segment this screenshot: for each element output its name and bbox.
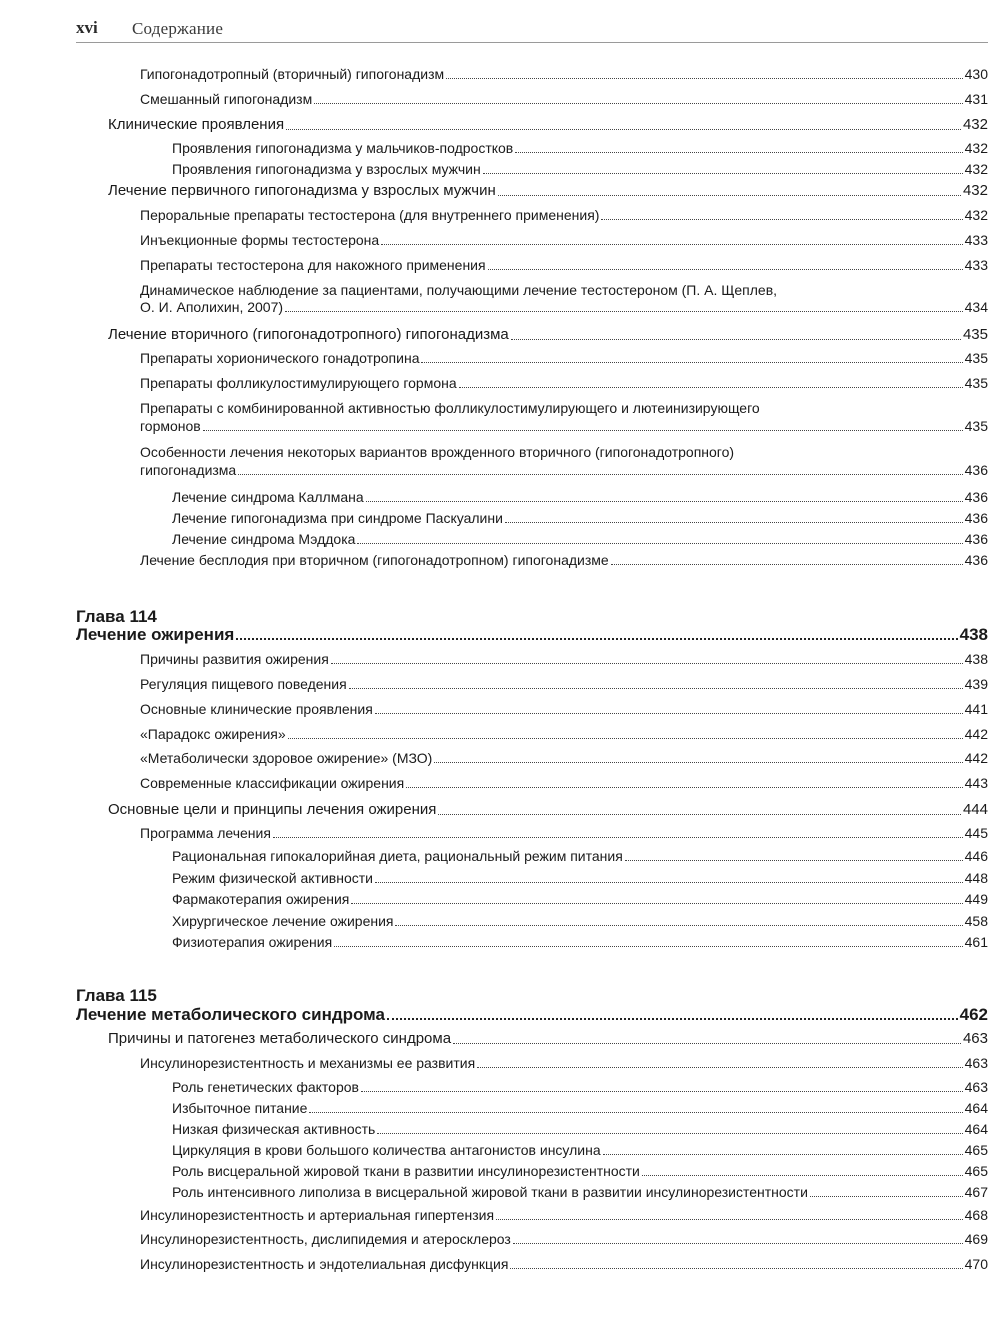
toc-entry-page: 433 — [964, 257, 988, 273]
toc-entry-row — [140, 462, 988, 479]
toc-entry-row — [140, 66, 988, 83]
toc-entry-row — [140, 299, 988, 316]
toc-entry-title: Инъекционные формы тестостерона — [140, 232, 380, 248]
toc-entry[interactable] — [172, 1163, 988, 1180]
toc-entry[interactable] — [172, 934, 988, 951]
dot-leader — [496, 1219, 963, 1220]
toc-entry-title: Роль генетических факторов — [172, 1079, 359, 1095]
toc-entry-title: Лечение первичного гипогонадизма у взрослых мужчин — [108, 182, 496, 199]
toc-entry-page: 436 — [964, 462, 988, 478]
toc-entry-page: 458 — [964, 913, 988, 929]
toc-entry-title: Основные цели и принципы лечения ожирения — [108, 801, 437, 818]
toc-entry-row — [172, 489, 988, 506]
toc-entry-page: 464 — [964, 1121, 988, 1137]
dot-leader — [309, 1112, 962, 1113]
toc-entry-page: 463 — [964, 1055, 988, 1071]
dot-leader — [288, 738, 963, 739]
toc-entry-title: Хирургическое лечение ожирения — [172, 913, 394, 929]
toc-entry-page: 432 — [964, 207, 988, 223]
toc-entry-page: 467 — [964, 1184, 988, 1200]
dot-leader — [810, 1196, 963, 1197]
dot-leader — [438, 814, 961, 815]
chapter-heading[interactable] — [76, 607, 988, 645]
toc-entry[interactable] — [108, 326, 988, 344]
toc-entry-row — [140, 1256, 988, 1273]
toc-entry-title-line: Особенности лечения некоторых вариантов врожденного вторичного (гипогонадотропного) — [140, 444, 735, 460]
toc-entry-title: Проявления гипогонадизма у мальчиков-подростков — [172, 140, 514, 156]
dot-leader — [357, 543, 962, 544]
toc-entry-title: «Парадокс ожирения» — [140, 726, 286, 742]
page-numeral: xvi — [76, 18, 98, 37]
chapter-title-row — [76, 625, 988, 645]
toc-entry[interactable] — [140, 1055, 988, 1072]
toc-entry-title: О. И. Аполихин, 2007) — [140, 299, 284, 315]
toc-entry[interactable] — [108, 182, 988, 200]
chapter-page: 438 — [959, 625, 988, 644]
dot-leader — [286, 129, 961, 130]
toc-entry[interactable] — [172, 489, 988, 506]
toc-entry-page: 436 — [964, 552, 988, 568]
toc-entry-row — [172, 1079, 988, 1096]
toc-entry-title: Избыточное питание — [172, 1100, 308, 1116]
dot-leader — [349, 688, 963, 689]
running-title: Содержание — [132, 19, 224, 38]
toc-entry-row — [108, 801, 988, 819]
toc-entry-row — [140, 825, 988, 842]
toc-entry-row — [140, 375, 988, 392]
toc-entry[interactable] — [140, 750, 988, 767]
toc-entry[interactable] — [108, 116, 988, 134]
toc-entry-page: 432 — [962, 182, 988, 199]
toc-entry-page: 432 — [962, 116, 988, 133]
toc-entry[interactable] — [140, 552, 988, 569]
toc-entry-title: «Метаболически здоровое ожирение» (МЗО) — [140, 750, 433, 766]
toc-entry-title: Роль интенсивного липолиза в висцеральной жировой ткани в развитии инсулинорезистентности — [172, 1184, 808, 1200]
toc-entry[interactable] — [172, 848, 988, 865]
toc-entry-row — [140, 701, 988, 718]
chapter-page: 462 — [959, 1005, 988, 1024]
toc-entry-row — [140, 91, 988, 108]
toc-entry-title: Пероральные препараты тестостерона (для внутреннего применения) — [140, 207, 600, 223]
toc-entry-row — [140, 1055, 988, 1072]
toc-entry-title-line: Динамическое наблюдение за пациентами, получающими лечение тестостероном (П. А. Щеплев, — [140, 282, 778, 298]
dot-leader — [515, 152, 962, 153]
toc-entry[interactable] — [172, 1079, 988, 1096]
toc-entry-title: Инсулинорезистентность и эндотелиальная дисфункция — [140, 1256, 509, 1272]
toc-entry-row — [172, 913, 988, 930]
toc-entry-title: Причины развития ожирения — [140, 651, 329, 667]
toc-entry-page: 469 — [964, 1231, 988, 1247]
dot-leader — [642, 1175, 963, 1176]
toc-entry-title: Клинические проявления — [108, 116, 285, 133]
toc-entry-title: Инсулинорезистентность, дислипидемия и атеросклероз — [140, 1231, 511, 1247]
toc-entry-title: Физиотерапия ожирения — [172, 934, 333, 950]
toc-entry-page: 461 — [964, 934, 988, 950]
toc-entry-title: Лечение вторичного (гипогонадотропного) гипогонадизма — [108, 326, 509, 343]
dot-leader — [477, 1067, 962, 1068]
toc-entry[interactable] — [140, 350, 988, 367]
toc-entry[interactable] — [172, 531, 988, 548]
dot-leader — [459, 387, 963, 388]
dot-leader — [351, 903, 962, 904]
dot-leader — [421, 362, 962, 363]
dot-leader — [334, 946, 962, 947]
dot-leader — [488, 269, 963, 270]
toc-entry-page: 442 — [964, 726, 988, 742]
dot-leader — [406, 787, 962, 788]
dot-leader — [453, 1043, 961, 1044]
dot-leader — [511, 339, 961, 340]
toc-entry-page: 435 — [964, 350, 988, 366]
dot-leader — [603, 1154, 963, 1155]
toc-entry-title: Препараты хорионического гонадотропина — [140, 350, 420, 366]
toc-entry-title: Гипогонадотропный (вторичный) гипогонадизм — [140, 66, 445, 82]
toc-entry-row — [140, 552, 988, 569]
toc-entry[interactable] — [140, 651, 988, 668]
toc-entry-page: 464 — [964, 1100, 988, 1116]
chapter-title: Лечение метаболического синдрома — [76, 1005, 385, 1024]
toc-entry-row — [140, 257, 988, 274]
dot-leader — [387, 1018, 958, 1020]
toc-entry-page: 436 — [964, 531, 988, 547]
toc-entry-row — [108, 1030, 988, 1048]
dot-leader — [625, 860, 963, 861]
toc-entry-title: Регуляция пищевого поведения — [140, 676, 347, 692]
toc-entry-page: 463 — [964, 1079, 988, 1095]
toc-entry[interactable] — [140, 232, 988, 249]
toc-entry-title: Инсулинорезистентность и артериальная гипертензия — [140, 1207, 495, 1223]
toc-entry-page: 463 — [962, 1030, 988, 1047]
dot-leader — [483, 173, 963, 174]
toc-entry-title: гипогонадизма — [140, 462, 237, 478]
toc-entry-row — [140, 1231, 988, 1248]
toc-entry[interactable] — [140, 825, 988, 842]
toc-entry-page: 470 — [964, 1256, 988, 1272]
toc-entry-row — [140, 750, 988, 767]
toc-entry-page: 446 — [964, 848, 988, 864]
toc-entry[interactable] — [172, 1121, 988, 1138]
toc-entry-page: 434 — [964, 299, 988, 315]
toc-entry-title: Фармакотерапия ожирения — [172, 891, 350, 907]
dot-leader — [331, 663, 963, 664]
toc-entry-page: 436 — [964, 489, 988, 505]
toc-entry-title: Режим физической активности — [172, 870, 373, 886]
toc-entry-row — [172, 848, 988, 865]
toc-entry-title: Проявления гипогонадизма у взрослых мужчин — [172, 161, 481, 177]
toc-entry-row — [108, 182, 988, 200]
dot-leader — [366, 501, 963, 502]
toc-entry-page: 439 — [964, 676, 988, 692]
toc-entry[interactable] — [140, 1207, 988, 1224]
toc-entry[interactable] — [172, 140, 988, 157]
dot-leader — [446, 78, 963, 79]
toc-entry[interactable] — [172, 1184, 988, 1201]
dot-leader — [285, 311, 963, 312]
toc-entry-page: 468 — [964, 1207, 988, 1223]
toc-entry[interactable] — [140, 207, 988, 224]
toc-entry-title: Препараты фолликулостимулирующего гормона — [140, 375, 457, 391]
dot-leader — [236, 638, 957, 640]
toc-entry[interactable] — [172, 161, 988, 178]
toc-entry[interactable] — [140, 257, 988, 274]
toc-entry-page: 442 — [964, 750, 988, 766]
toc-entry[interactable] — [172, 913, 988, 930]
dot-leader — [510, 1268, 962, 1269]
toc-entry-page: 444 — [962, 801, 988, 818]
toc-entry-page: 435 — [964, 375, 988, 391]
dot-leader — [377, 1133, 962, 1134]
chapter-title-row — [76, 1005, 988, 1025]
toc-entry-title: Программа лечения — [140, 825, 271, 841]
dot-leader — [434, 762, 962, 763]
toc-entry-page: 443 — [964, 775, 988, 791]
toc-entry-page: 436 — [964, 510, 988, 526]
toc-entry[interactable] — [140, 400, 988, 435]
toc-entry-title: Низкая физическая активность — [172, 1121, 376, 1137]
dot-leader — [375, 882, 963, 883]
toc-entry-row — [140, 232, 988, 249]
toc-entry-title: гормонов — [140, 418, 201, 434]
toc-entry-row — [140, 350, 988, 367]
toc-entry-row — [140, 726, 988, 743]
toc-entry[interactable] — [108, 1030, 988, 1048]
toc-entry-page: 441 — [964, 701, 988, 717]
toc-entry-row — [172, 1163, 988, 1180]
dot-leader — [314, 103, 962, 104]
toc-entry[interactable] — [172, 1100, 988, 1117]
dot-leader — [375, 713, 963, 714]
chapter-number: Глава 115 — [76, 986, 157, 1005]
toc-entry[interactable] — [140, 1256, 988, 1273]
dot-leader — [381, 244, 962, 245]
toc-entry-page: 435 — [962, 326, 988, 343]
toc-entry[interactable] — [140, 444, 988, 479]
toc-entry[interactable] — [140, 1231, 988, 1248]
chapter-title: Лечение ожирения — [76, 625, 235, 644]
toc-entry-title: Причины и патогенез метаболического синдрома — [108, 1030, 452, 1047]
dot-leader — [611, 564, 963, 565]
toc-entry-row — [140, 676, 988, 693]
toc-entry-page: 433 — [964, 232, 988, 248]
dot-leader — [498, 195, 961, 196]
toc-entry-title-line: Препараты с комбинированной активностью фолликулостимулирующего и лютеинизирующего — [140, 400, 760, 416]
toc-entry-row — [172, 1100, 988, 1117]
dot-leader — [361, 1091, 963, 1092]
toc-entry[interactable] — [140, 91, 988, 108]
toc-entry-row — [140, 775, 988, 792]
toc-entry-title: Основные клинические проявления — [140, 701, 373, 717]
toc-entry-title: Лечение синдрома Мэддока — [172, 531, 356, 547]
toc-entry[interactable] — [140, 701, 988, 718]
toc-entry-title: Препараты тестостерона для накожного применения — [140, 257, 486, 273]
toc-entry-title: Лечение гипогонадизма при синдроме Паскуалини — [172, 510, 503, 526]
toc-entry-title: Современные классификации ожирения — [140, 775, 405, 791]
toc-entry-row — [140, 651, 988, 668]
toc-entry[interactable] — [140, 676, 988, 693]
toc-entry-page: 445 — [964, 825, 988, 841]
toc-entry-row — [108, 326, 988, 344]
toc-entry-title: Инсулинорезистентность и механизмы ее развития — [140, 1055, 476, 1071]
dot-leader — [203, 430, 963, 431]
toc-entry-row — [108, 116, 988, 134]
dot-leader — [395, 925, 962, 926]
dot-leader — [601, 219, 962, 220]
toc-entry[interactable] — [140, 66, 988, 83]
toc-entry-title: Рациональная гипокалорийная диета, рациональный режим питания — [172, 848, 623, 864]
toc-entry-row — [172, 1121, 988, 1138]
dot-leader — [505, 522, 963, 523]
toc-entry[interactable] — [140, 726, 988, 743]
toc-entry-title: Роль висцеральной жировой ткани в развитии инсулинорезистентности — [172, 1163, 640, 1179]
toc-entry-page: 435 — [964, 418, 988, 434]
chapter-number: Глава 114 — [76, 607, 157, 626]
toc-entry-row — [172, 531, 988, 548]
toc-entry-page: 432 — [964, 140, 988, 156]
toc-entry-row — [172, 161, 988, 178]
toc-entry-page: 465 — [964, 1142, 988, 1158]
toc-entry-row — [140, 1207, 988, 1224]
toc-entry-row — [172, 510, 988, 527]
toc-entry-title: Лечение бесплодия при вторичном (гипогонадотропном) гипогонадизме — [140, 552, 609, 568]
toc-entry-row — [172, 891, 988, 908]
chapter-heading[interactable] — [76, 986, 988, 1025]
toc-entry-row — [172, 934, 988, 951]
toc-entry-page: 430 — [964, 66, 988, 82]
toc-entry[interactable] — [172, 510, 988, 527]
toc-entry-page: 465 — [964, 1163, 988, 1179]
toc-entry-title: Лечение синдрома Каллмана — [172, 489, 364, 505]
toc-entry-row — [172, 140, 988, 157]
toc-entry-row — [140, 418, 988, 435]
toc-entry[interactable] — [108, 801, 988, 819]
toc-entry-title: Циркуляция в крови большого количества антагонистов инсулина — [172, 1142, 601, 1158]
toc-entry-row — [140, 207, 988, 224]
toc-entry[interactable] — [172, 891, 988, 908]
toc-entry[interactable] — [140, 282, 988, 316]
toc-entry-page: 438 — [964, 651, 988, 667]
toc-entry[interactable] — [140, 775, 988, 792]
toc-entry-page: 432 — [964, 161, 988, 177]
toc-entry-title: Смешанный гипогонадизм — [140, 91, 313, 107]
toc-entry-page: 448 — [964, 870, 988, 886]
dot-leader — [238, 474, 962, 475]
toc-entry[interactable] — [172, 1142, 988, 1159]
dot-leader — [273, 837, 963, 838]
toc-entry-row — [172, 870, 988, 887]
dot-leader — [513, 1243, 963, 1244]
toc-entry-row — [172, 1142, 988, 1159]
toc-entry-page: 449 — [964, 891, 988, 907]
toc-entry-row — [172, 1184, 988, 1201]
toc-entry[interactable] — [172, 870, 988, 887]
toc-entry[interactable] — [140, 375, 988, 392]
toc-entry-page: 431 — [964, 91, 988, 107]
